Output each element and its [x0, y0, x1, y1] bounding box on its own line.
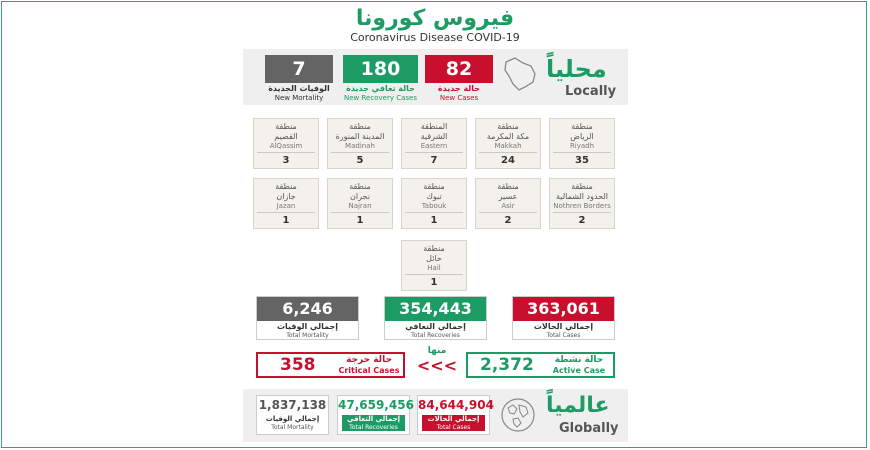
- total-mortality-card: [256, 296, 359, 340]
- critical-cases-label-ar: حالة حرجة: [346, 355, 392, 365]
- new-mortality-value: 7: [265, 55, 333, 83]
- region-name-ar: الشرقية: [420, 132, 448, 141]
- new-mortality-stat: [265, 55, 333, 102]
- region-count: 1: [282, 215, 290, 226]
- region-divider: [331, 152, 389, 153]
- globe-icon: [499, 396, 537, 434]
- region-count: 24: [501, 155, 515, 166]
- total-cases-label-ar: إجمالي الحالات: [533, 322, 594, 331]
- region-prefix: منطقة: [275, 182, 297, 191]
- region-name-ar: نجران: [350, 192, 370, 201]
- chevrons-left-icon: <<<: [416, 356, 458, 375]
- locally-panel: [243, 49, 628, 105]
- region-name-en: Madinah: [345, 142, 375, 150]
- new-recovery-value: 180: [343, 55, 418, 83]
- region-count: 1: [356, 215, 364, 226]
- region-name-ar: حائل: [426, 254, 442, 263]
- region-prefix: منطقة: [497, 182, 519, 191]
- region-count: 1: [430, 215, 438, 226]
- region-name-en: Nothren Borders: [553, 202, 611, 210]
- region-divider: [479, 212, 537, 213]
- region-name-en: Hail: [427, 264, 441, 272]
- total-recoveries-value: 354,443: [385, 297, 486, 321]
- new-mortality-label-en: New Mortality: [274, 94, 324, 102]
- region-count: 2: [504, 215, 512, 226]
- region-prefix: منطقة: [571, 182, 593, 191]
- between-label-ar: منها: [427, 346, 447, 356]
- total-mortality-label-ar: إجمالي الوفيات: [276, 322, 339, 331]
- active-cases-label-en: Active Case: [552, 366, 606, 375]
- region-name-en: Tabouk: [421, 202, 447, 210]
- active-cases-label: [548, 355, 610, 376]
- locally-label-ar: محلياً: [546, 55, 607, 83]
- global-mortality-card: [256, 395, 329, 435]
- new-cases-label-en: New Cases: [439, 94, 479, 102]
- region-count: 3: [282, 155, 290, 166]
- region-count: 7: [430, 155, 438, 166]
- region-name-ar: جازان: [276, 192, 296, 201]
- region-hail: [401, 240, 467, 291]
- region-divider: [405, 152, 463, 153]
- region-name-en: AlQassim: [269, 142, 303, 150]
- total-recoveries-card: [384, 296, 487, 340]
- total-recoveries-label-ar: إجمالي التعافي: [405, 322, 466, 331]
- region-name-en: Makkah: [494, 142, 522, 150]
- global-mortality-label-ar: إجمالي الوفيات: [265, 415, 320, 423]
- region-name-ar: تبوك: [426, 192, 442, 201]
- region-divider: [257, 212, 315, 213]
- new-cases-stat: [425, 55, 493, 102]
- critical-cases-value: 358: [280, 355, 316, 375]
- total-cases-value: 363,061: [513, 297, 614, 321]
- region-count: 1: [430, 277, 438, 288]
- globally-label-ar: عالمياً: [546, 393, 610, 418]
- region-tabouk: [401, 178, 467, 229]
- global-cases-label-ar: إجمالي الحالات: [427, 415, 480, 423]
- region-name-ar: مكة المكرمة: [486, 132, 530, 141]
- total-mortality-value: 6,246: [257, 297, 358, 321]
- between-indicator: [415, 345, 459, 375]
- region-madinah: [327, 118, 393, 169]
- global-recoveries-card: [337, 395, 414, 435]
- active-cases-label-ar: حالة نشطة: [554, 355, 604, 365]
- region-name-en: Riyadh: [569, 142, 595, 150]
- new-recovery-label-ar: حالة تعافي جديدة: [346, 84, 415, 93]
- region-makkah: [475, 118, 541, 169]
- new-mortality-label-ar: الوفيات الجديدة: [268, 84, 330, 93]
- region-prefix: منطقة: [497, 122, 519, 131]
- region-najran: [327, 178, 393, 229]
- region-name-ar: عسير: [498, 192, 518, 201]
- globally-panel: [243, 389, 628, 442]
- region-name-en: Eastern: [420, 142, 448, 150]
- global-recoveries-label: [342, 415, 405, 431]
- new-cases-label-ar: حالة جديدة: [437, 84, 481, 93]
- region-prefix: منطقة: [423, 244, 445, 253]
- region-name-en: Asir: [501, 202, 515, 210]
- region-asir: [475, 178, 541, 229]
- region-name-ar: المدينة المنورة: [335, 132, 385, 141]
- critical-cases-label: [336, 355, 402, 376]
- critical-cases-label-en: Critical Cases: [338, 366, 400, 375]
- region-eastern: [401, 118, 467, 169]
- region-riyadh: [549, 118, 615, 169]
- region-count: 35: [575, 155, 589, 166]
- region-prefix: منطقة: [571, 122, 593, 131]
- global-recoveries-value: 47,659,456: [338, 398, 414, 412]
- region-divider: [553, 212, 611, 213]
- global-cases-value: 84,644,904: [418, 398, 494, 412]
- region-divider: [479, 152, 537, 153]
- new-cases-value: 82: [425, 55, 493, 83]
- region-divider: [331, 212, 389, 213]
- region-prefix: منطقة: [349, 182, 371, 191]
- global-recoveries-label-en: Total Recoveries: [349, 424, 398, 431]
- region-name-en: Jazan: [276, 202, 296, 210]
- region-prefix: المنطقة: [420, 122, 448, 131]
- region-divider: [405, 274, 463, 275]
- region-divider: [405, 212, 463, 213]
- region-prefix: منطقة: [349, 122, 371, 131]
- locally-label-en: Locally: [565, 84, 617, 99]
- region-name-ar: القصيم: [274, 132, 298, 141]
- page-title-english: Coronavirus Disease COVID-19: [350, 31, 520, 44]
- region-divider: [257, 152, 315, 153]
- region-name-ar: الحدود الشمالية: [556, 192, 608, 201]
- region-count: 5: [356, 155, 364, 166]
- active-cases-value: 2,372: [480, 355, 534, 375]
- page-title-arabic: فيروس كورونا: [355, 6, 515, 31]
- region-name-ar: الرياض: [570, 132, 594, 141]
- global-cases-card: [417, 395, 494, 435]
- global-cases-label-en: Total Cases: [436, 424, 471, 431]
- total-recoveries-label-en: Total Recoveries: [411, 332, 460, 339]
- region-alqassim: [253, 118, 319, 169]
- global-recoveries-label-ar: إجمالي التعافي: [346, 415, 401, 423]
- global-mortality-value: 1,837,138: [258, 398, 327, 412]
- total-cases-card: [512, 296, 615, 340]
- region-divider: [553, 152, 611, 153]
- critical-cases-pill: [256, 352, 405, 378]
- saudi-map-icon: [501, 54, 541, 94]
- region-name-en: Najran: [348, 202, 372, 210]
- region-northern-borders: [549, 178, 615, 229]
- region-count: 2: [578, 215, 586, 226]
- total-cases-label-en: Total Cases: [546, 332, 581, 339]
- active-cases-pill: [466, 352, 615, 378]
- global-mortality-label-en: Total Mortality: [271, 424, 314, 431]
- globally-label-en: Globally: [559, 421, 619, 436]
- region-jazan: [253, 178, 319, 229]
- region-prefix: منطقة: [275, 122, 297, 131]
- global-cases-label: [422, 415, 485, 431]
- total-mortality-label-en: Total Mortality: [286, 332, 329, 339]
- new-recovery-stat: [343, 55, 418, 102]
- region-prefix: منطقة: [423, 182, 445, 191]
- new-recovery-label-en: New Recovery Cases: [344, 94, 417, 102]
